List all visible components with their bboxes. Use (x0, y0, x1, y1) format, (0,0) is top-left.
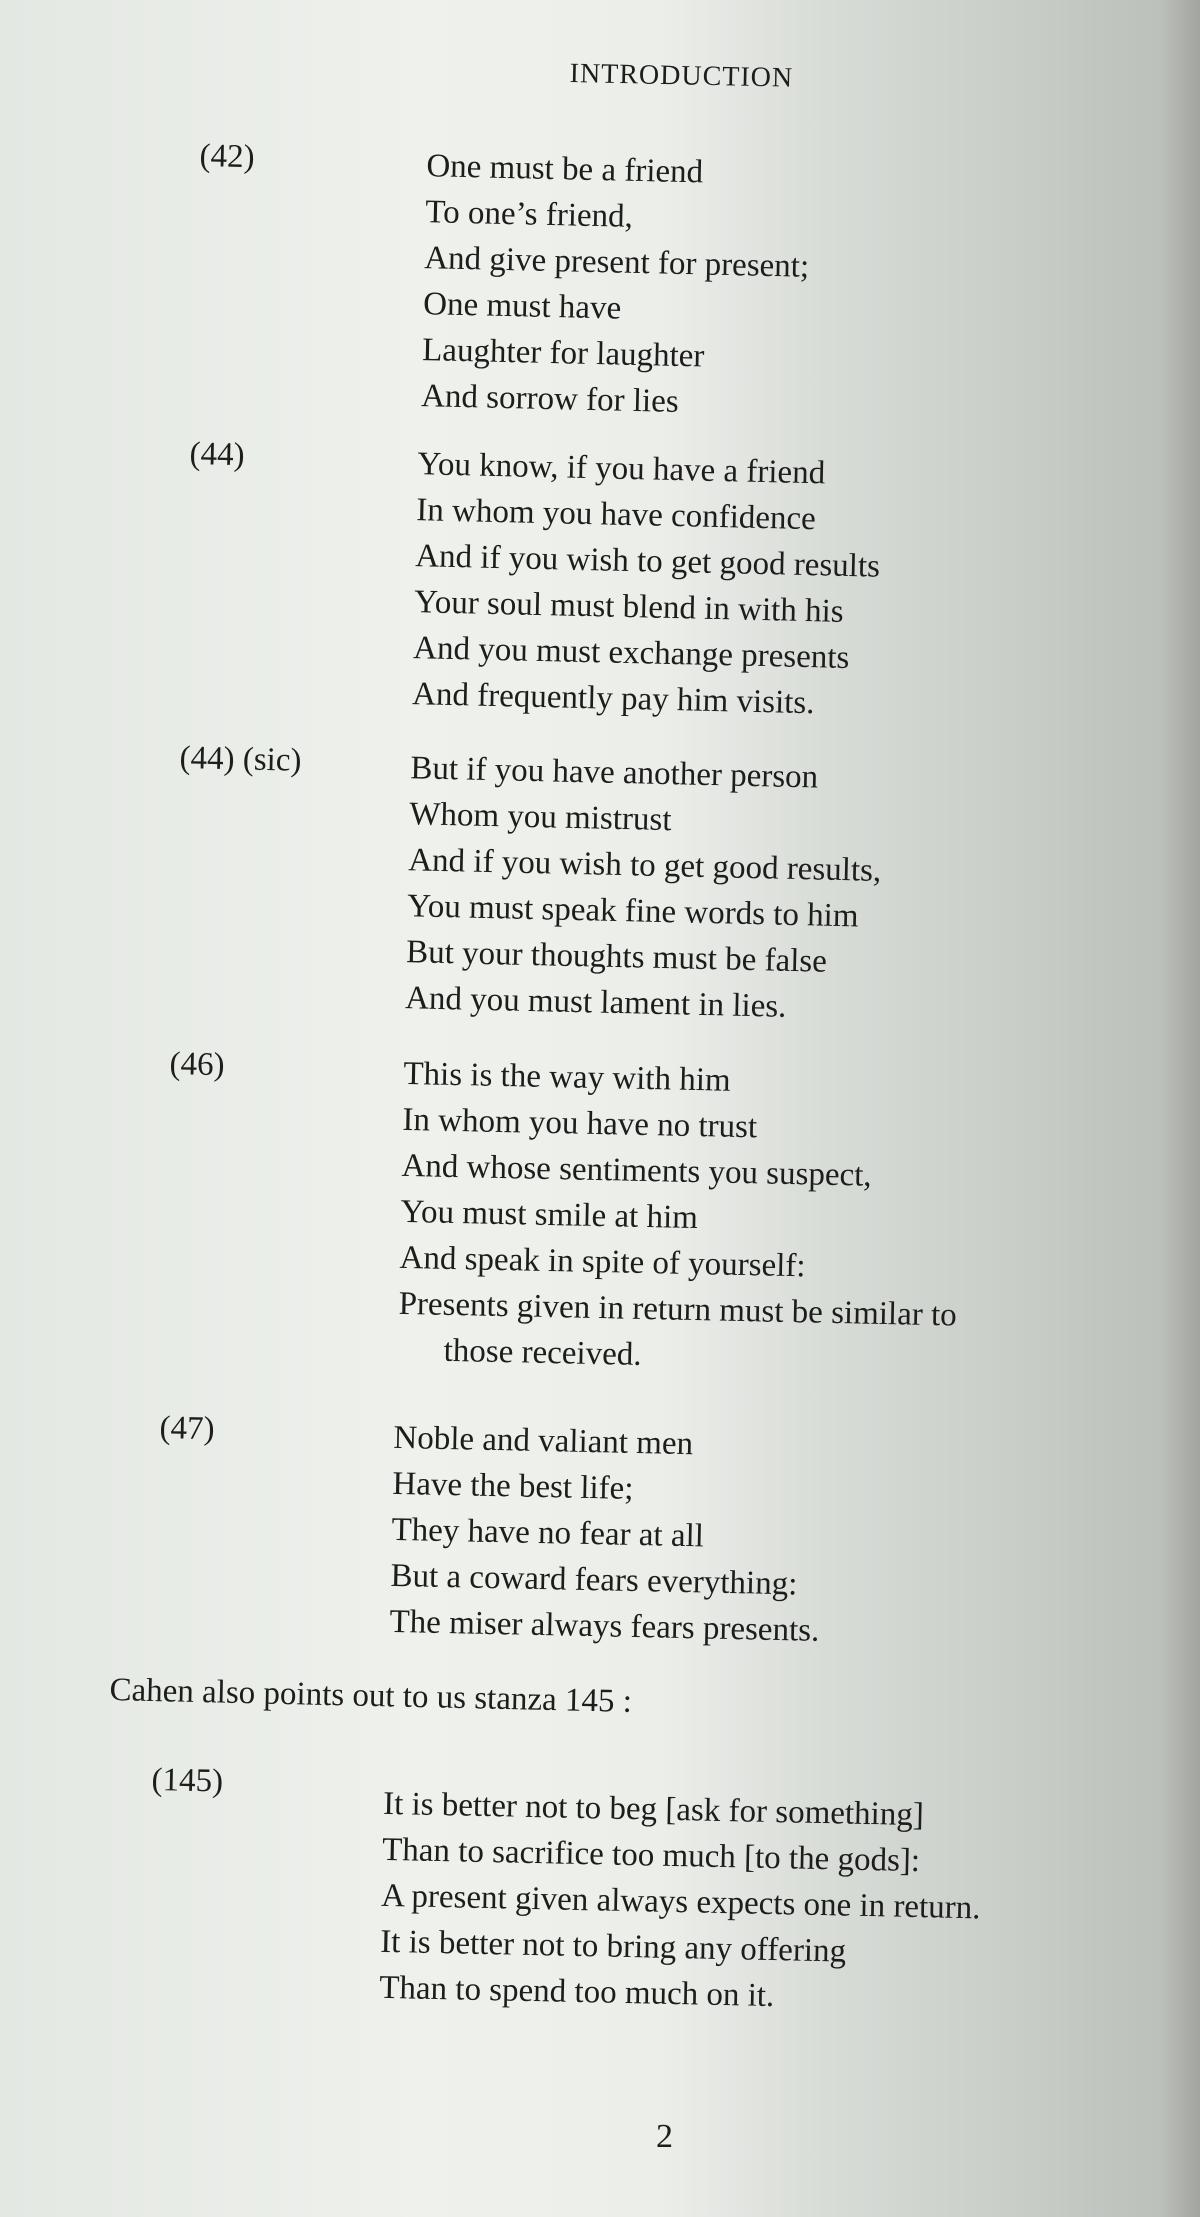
verse-line: And whose sentiments you suspect, (401, 1147, 873, 1194)
page-number: 2 (656, 2118, 673, 2155)
verse-line: And you must exchange presents (412, 630, 850, 677)
stanza-number: (44) (189, 436, 245, 474)
verse-line: Whom you mistrust (408, 796, 672, 839)
verse-line: Than to spend too much on it. (378, 1969, 775, 2015)
verse-line: And frequently pay him visits. (411, 676, 815, 722)
verse-line: Have the best life; (392, 1465, 634, 1507)
verse-line: Than to sacrifice too much [to the gods]: (381, 1831, 921, 1880)
stanza-number: (145) (151, 1762, 224, 1800)
verse-line: Noble and valiant men (393, 1419, 694, 1463)
verse-line: One must be a friend (426, 148, 704, 191)
stanza-number: (42) (199, 138, 255, 176)
verse-line: This is the way with him (403, 1055, 732, 1099)
verse-line: And speak in spite of yourself: (399, 1239, 806, 1285)
verse-line: And if you wish to get good results (414, 538, 881, 585)
verse-line: those received. (443, 1332, 642, 1373)
page-edge-shadow (1160, 0, 1200, 2217)
verse-line: In whom you have confidence (415, 492, 817, 538)
verse-line: Laughter for laughter (421, 332, 705, 375)
stanza-lines (412, 441, 883, 727)
verse-line: You know, if you have a friend (417, 446, 826, 492)
verse-line: The miser always fears presents. (389, 1603, 820, 1649)
stanza-lines (421, 143, 812, 428)
verse-line: And give present for present; (423, 240, 810, 285)
verse-line: Presents given in return must be similar to (398, 1285, 958, 1334)
stanza-number: (47) (159, 1410, 215, 1448)
verse-line: To one’s friend, (424, 194, 634, 235)
stanza-number: (44) (sic) (179, 740, 302, 779)
verse-line: A present given always expects one in return. (380, 1877, 981, 1927)
verse-line: And if you wish to get good results, (407, 842, 882, 889)
stanza-lines (397, 1051, 962, 1385)
verse-line: And you must lament in lies. (404, 980, 787, 1025)
verse-line: And sorrow for lies (420, 378, 680, 420)
stanza-lines (389, 1415, 823, 1654)
running-head: INTRODUCTION (569, 58, 794, 94)
verse-line: You must speak fine words to him (406, 888, 859, 935)
verse-line: You must smile at him (400, 1193, 699, 1237)
verse-line: One must have (422, 286, 622, 327)
verse-line: But your thoughts must be false (405, 934, 828, 980)
stanza-lines (379, 1781, 983, 2024)
stanza-lines (405, 745, 884, 1032)
verse-line: They have no fear at all (391, 1511, 705, 1555)
verse-line: It is better not to bring any offering (379, 1923, 847, 1970)
verse-line: Your soul must blend in with his (413, 584, 844, 630)
prose-line: Cahen also points out to us stanza 145 : (109, 1672, 633, 1720)
verse-line: But if you have another person (410, 750, 819, 796)
verse-line: But a coward fears everything: (390, 1557, 798, 1603)
stanza-number: (46) (169, 1046, 225, 1084)
verse-line: In whom you have no trust (402, 1101, 758, 1146)
verse-line: It is better not to beg [ask for something] (382, 1785, 925, 1834)
